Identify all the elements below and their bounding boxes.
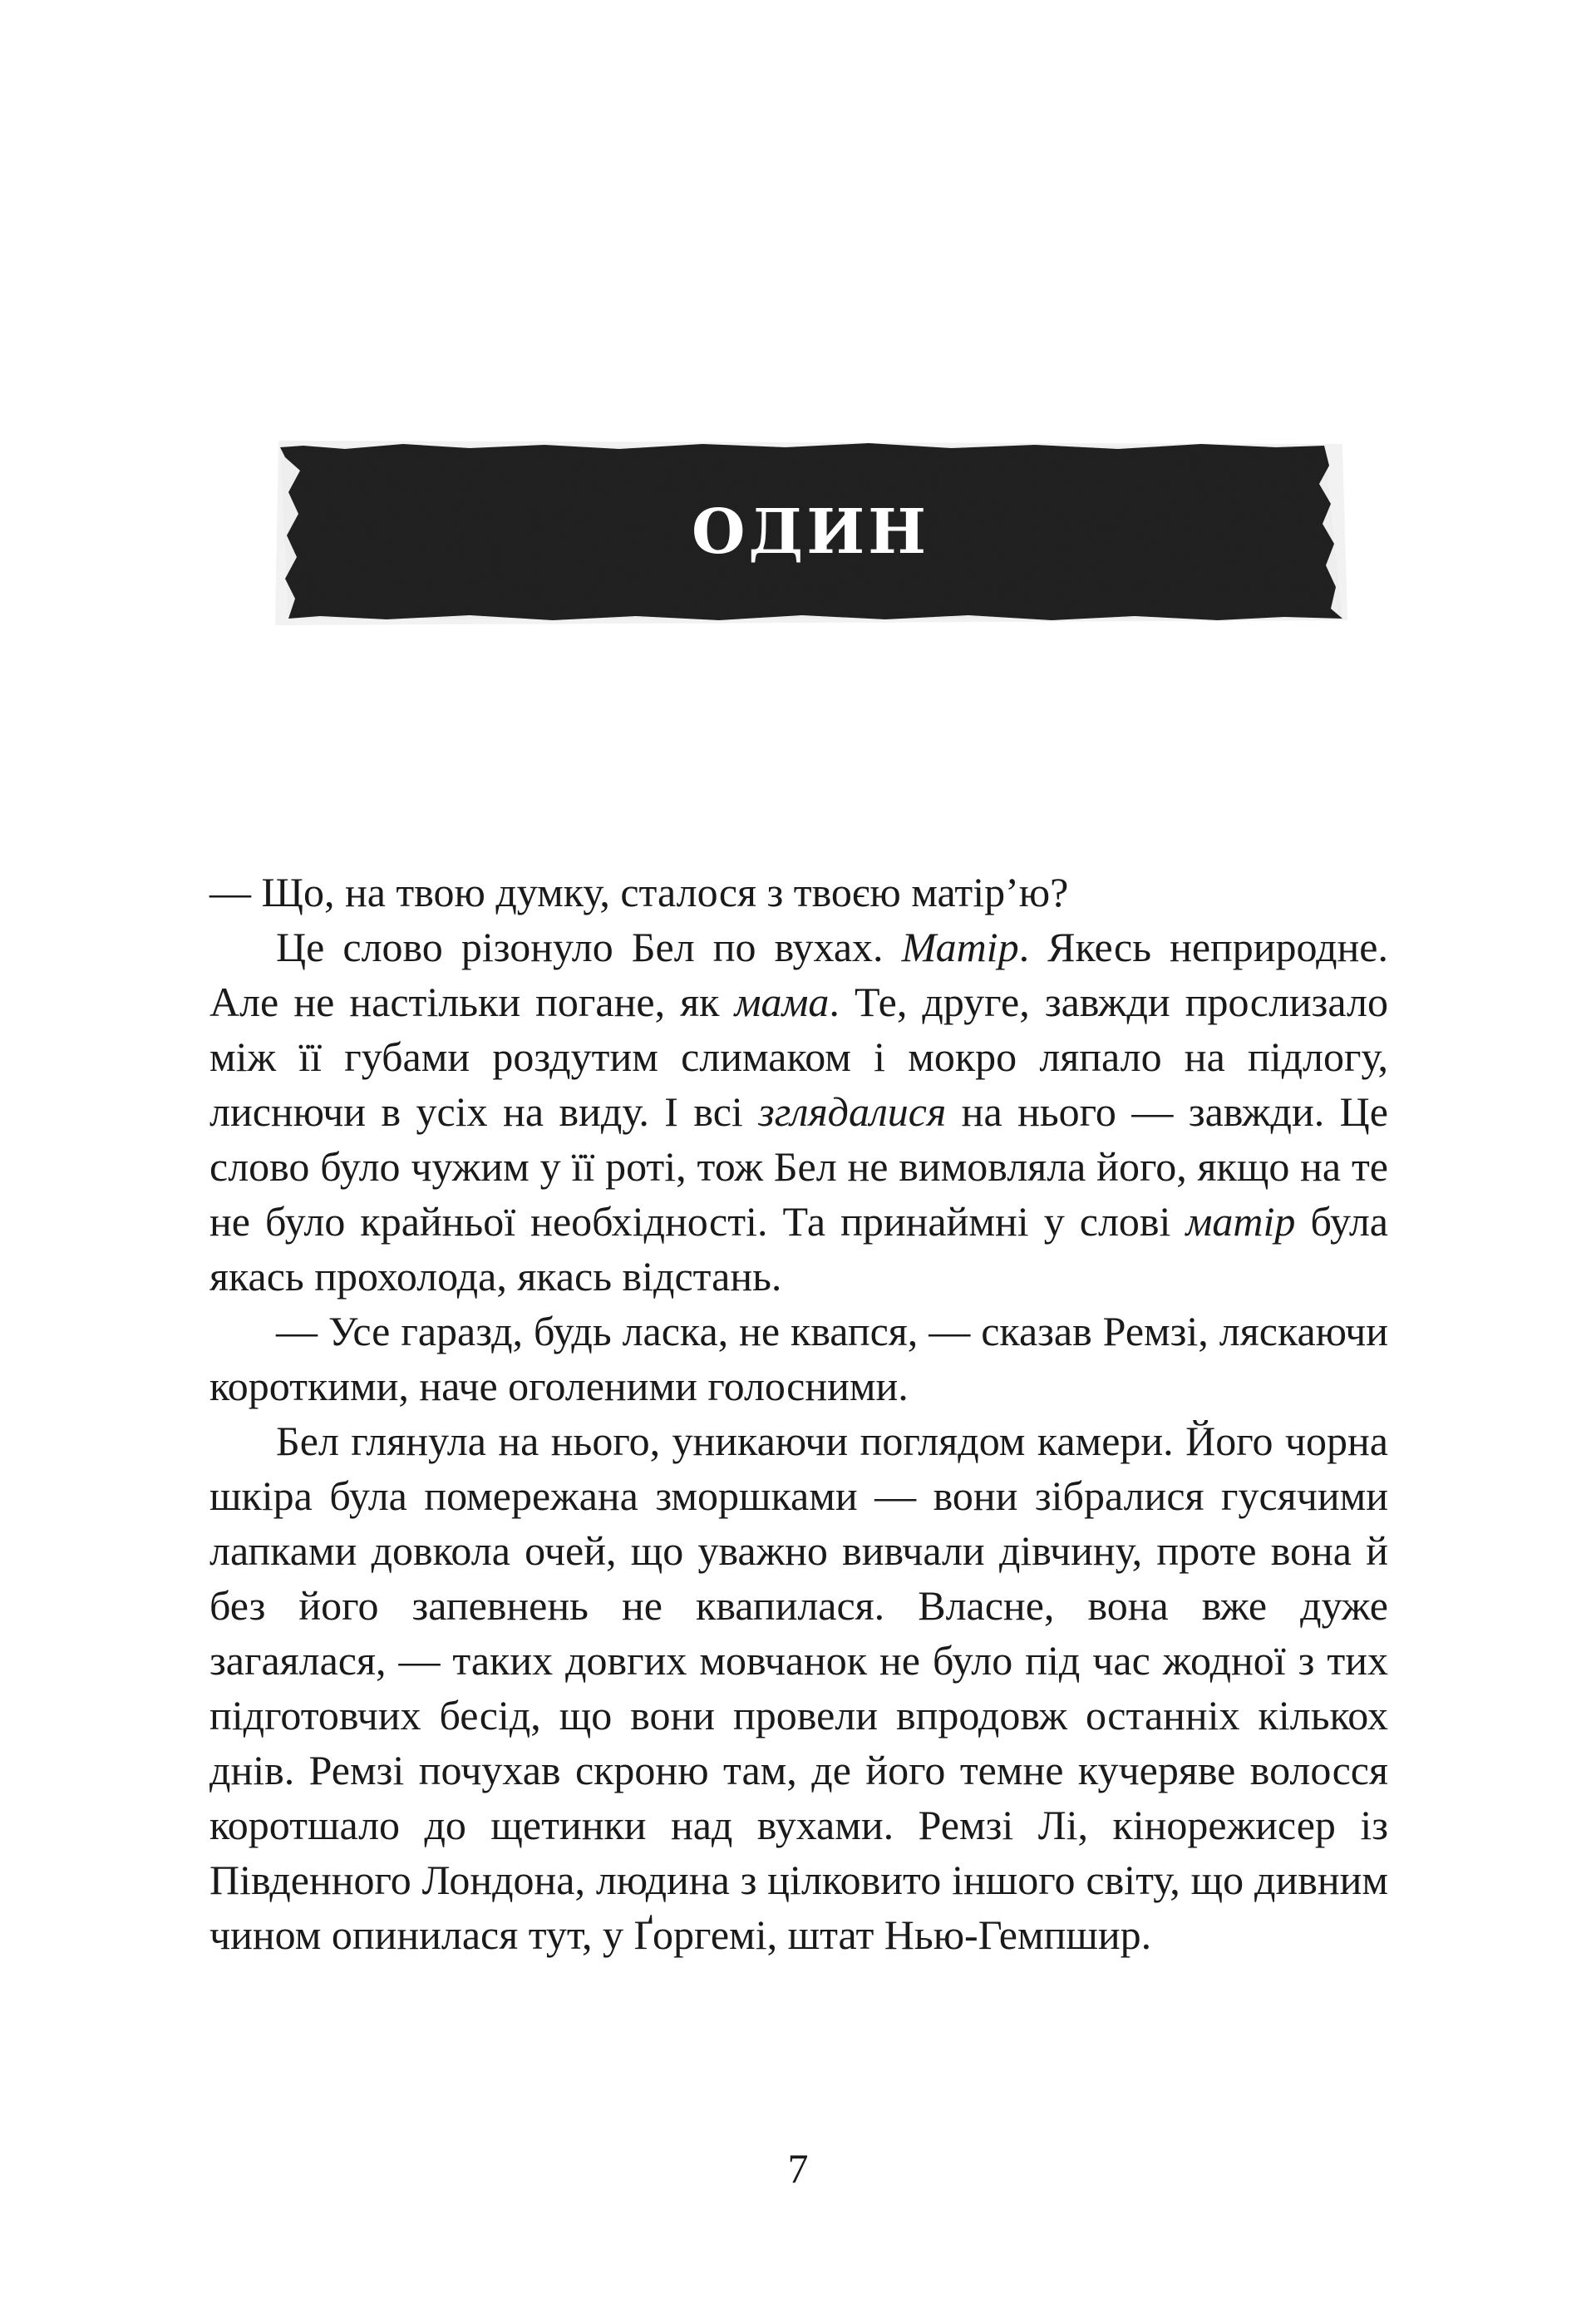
italic-segment: мама [734, 979, 830, 1025]
text-segment: — Що, на твою думку, сталося з твоєю матір’ю? [209, 869, 1069, 915]
paragraph [209, 920, 1388, 1304]
text-segment: — Усе гаразд, будь ласка, не квапся, — сказав Ремзі, ляскаючи короткими, наче оголеними голосними. [209, 1308, 1388, 1409]
chapter-title: ОДИН [691, 496, 930, 568]
italic-segment: матір [1185, 1198, 1296, 1245]
chapter-heading-tape [270, 432, 1351, 632]
text-segment: Це слово різонуло Бел по вухах. [276, 924, 902, 970]
paragraph [209, 1304, 1388, 1413]
italic-segment: Матір [901, 924, 1019, 970]
text-segment: була якась прохолода, якась відстань. [209, 1198, 1389, 1300]
paragraph [209, 865, 1388, 920]
italic-segment: зглядалися [758, 1088, 947, 1135]
page-number: 7 [787, 2145, 809, 2192]
text-segment: . Якесь неприродне. Але не настільки погане, як [209, 924, 1388, 1025]
text-segment: на нього — завжди. Це слово було чужим у її роті, тож Бел не вимовляла його, якщо на те не було крайньої необхідності. Та принаймні у слові [209, 1088, 1388, 1245]
text-segment: . Те, друге, завжди прослизало між її губами роздутим слимаком і мокро ляпало на підлогу, лиснючи в усіх на виду. І всі [209, 979, 1389, 1135]
paragraph [209, 1413, 1388, 1962]
chapter-body [209, 865, 1388, 1962]
text-segment: Бел глянула на нього, уникаючи поглядом камери. Його чорна шкіра була помережана зморшками — вони зібралися гусячими лапками довкола очей, що уважно вивчали дівчину, проте вона й без його запевнень не квапилася. Власне, вона вже дуже загаялася, — таких довгих мовчанок не було під час жодної з тих підготовчих бесід, що вони провели впродовж останніх кількох днів. Ремзі почухав скроню там, де його темне кучеряве волосся коротшало до щетинки над вухами. Ремзі Лі, кінорежисер із Південного Лондона, людина з цілковито іншого світу, що дивним чином опинилася тут, у Ґоргемі, штат Нью-Гемпшир. [209, 1418, 1388, 1958]
